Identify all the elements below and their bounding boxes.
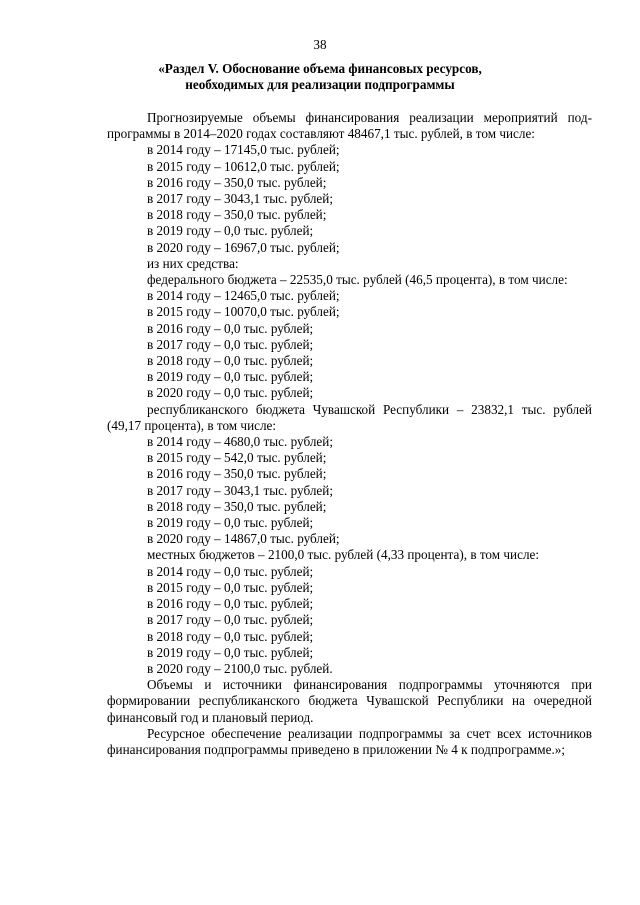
- text-line: в 2015 году – 10612,0 тыс. рублей;: [147, 158, 340, 174]
- section-heading-line: необходимых для реализации подпрограммы: [185, 77, 455, 93]
- paragraph-clarification: Объемы и источники финансирования подпрограммы уточняются при формировании республиканского бюджета Чувашской Республики на очередной финансовый год и плановый период.: [107, 677, 592, 725]
- text-line: в 2017 году – 3043,1 тыс. рублей;: [147, 482, 333, 498]
- page-number: 38: [313, 37, 327, 52]
- text-line: в 2014 году – 12465,0 тыс. рублей;: [147, 288, 340, 304]
- text-line: в 2018 году – 0,0 тыс. рублей;: [147, 353, 314, 369]
- text-line: в 2015 году – 542,0 тыс. рублей;: [147, 450, 327, 466]
- text-line: в 2020 году – 14867,0 тыс. рублей;: [147, 531, 340, 547]
- text-line: программы в 2014–2020 годах составляют 48467,1 тыс. рублей, в том числе:: [107, 126, 535, 142]
- text-line: в 2017 году – 0,0 тыс. рублей;: [147, 336, 314, 352]
- text-line: в 2018 году – 350,0 тыс. рублей;: [147, 498, 327, 514]
- text-line: в 2016 году – 0,0 тыс. рублей;: [147, 320, 314, 336]
- text-line: в 2020 году – 16967,0 тыс. рублей;: [147, 239, 340, 255]
- text-line: в 2019 году – 0,0 тыс. рублей;: [147, 369, 314, 385]
- text-line: в 2014 году – 0,0 тыс. рублей;: [147, 563, 314, 579]
- text-line: в 2019 году – 0,0 тыс. рублей;: [147, 223, 314, 239]
- text-line: Прогнозируемые объемы финансирования реализации мероприятий под-: [147, 110, 592, 125]
- text-line: в 2020 году – 2100,0 тыс. рублей.: [147, 660, 333, 676]
- text-line: в 2016 году – 0,0 тыс. рублей;: [147, 596, 314, 612]
- text-line: в 2017 году – 0,0 тыс. рублей;: [147, 612, 314, 628]
- section-heading-line: «Раздел V. Обоснование объема финансовых ресурсов,: [158, 61, 482, 76]
- text-line: в 2017 году – 3043,1 тыс. рублей;: [147, 191, 333, 207]
- text-line: в 2018 году – 0,0 тыс. рублей;: [147, 628, 314, 644]
- text-line: местных бюджетов – 2100,0 тыс. рублей (4,33 процента), в том числе:: [147, 547, 540, 563]
- text-line: в 2015 году – 10070,0 тыс. рублей;: [147, 304, 340, 320]
- paragraph-resources: Ресурсное обеспечение реализации подпрограммы за счет всех источников финансирования подпрограммы приведено в приложении № 4 к подпрограмме.»;: [107, 725, 592, 757]
- text-line: республиканского бюджета Чувашской Республики – 23832,1 тыс. рублей: [147, 401, 592, 417]
- text-line: в 2015 году – 0,0 тыс. рублей;: [147, 579, 314, 595]
- section-heading: [100, 61, 540, 93]
- text-line: федерального бюджета – 22535,0 тыс. рублей (46,5 процента), в том числе:: [147, 272, 568, 288]
- document-body: [107, 110, 592, 758]
- text-line: в 2019 году – 0,0 тыс. рублей;: [147, 515, 314, 531]
- text-line: в 2014 году – 4680,0 тыс. рублей;: [147, 434, 333, 450]
- text-line: в 2016 году – 350,0 тыс. рублей;: [147, 174, 327, 190]
- text-line: (49,17 процента), в том числе:: [107, 417, 277, 433]
- text-line: в 2020 году – 0,0 тыс. рублей;: [147, 385, 314, 401]
- text-line: в 2018 году – 350,0 тыс. рублей;: [147, 207, 327, 223]
- text-line: в 2014 году – 17145,0 тыс. рублей;: [147, 142, 340, 158]
- text-line: из них средства:: [147, 255, 239, 271]
- text-line: в 2016 году – 350,0 тыс. рублей;: [147, 466, 327, 482]
- text-line: в 2019 году – 0,0 тыс. рублей;: [147, 644, 314, 660]
